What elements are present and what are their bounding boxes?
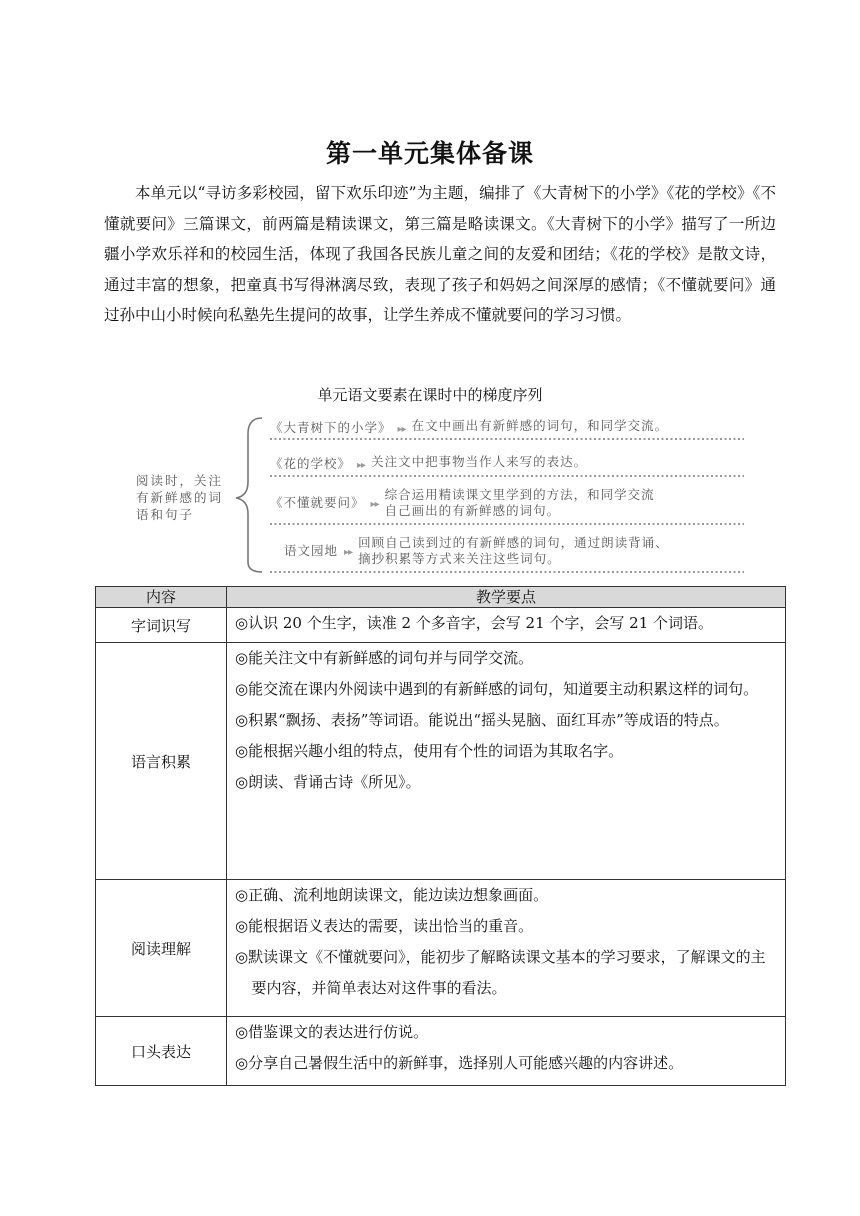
teaching-point: ◎能交流在课内外阅读中遇到的有新鲜感的词句，知道要主动积累这样的词句。 [235,680,759,698]
gradient-sequence-diagram [130,412,770,580]
intro-paragraph: 本单元以“寻访多彩校园，留下欢乐印迹”为主题，编排了《大青树下的小学》《花的学校》《不懂就要问》三篇课文，前两篇是精读课文，第三篇是略读课文。《大青树下的小学》描写了一所边疆小学欢乐祥和的校园生活，体现了我国各民族儿童之间的友爱和团结；《花的学校》是散文诗，通过丰富的想象，把童真书写得淋漓尽致，表现了孩子和妈妈之间深厚的感情；《不懂就要问》通过孙中山小时候向私塾先生提问的故事，让学生养成不懂就要问的学习习惯。 [104,184,776,325]
points-cell [227,643,786,880]
teaching-point: ◎能根据兴趣小组的特点，使用有个性的词语为其取名字。 [235,742,624,760]
diagram-item [270,487,655,519]
item-desc: 回顾自己读到过的有新鲜感的词句，通过朗读背诵、 [358,535,669,550]
teaching-point: ◎朗读、背诵古诗《所见》。 [235,773,421,791]
column-header: 内容 [96,587,227,608]
diagram-root-label: 阅读时，关注 有新鲜感的词 语和句子 [136,473,224,522]
item-desc: 综合运用精读课文里学到的方法，和同学交流 [384,487,655,502]
item-desc: 自己画出的有新鲜感的词句。 [384,503,561,518]
item-desc: 关注文中把事物当作人来写的表达。 [371,454,588,469]
table-header-row [96,587,786,608]
item-book: 《大青树下的小学》 [270,420,392,435]
double-arrow-icon: ▸▸ [370,499,379,510]
item-book: 《不懂就要问》 [270,495,365,510]
teaching-point: ◎借鉴课文的表达进行仿说。 [235,1023,429,1041]
double-arrow-icon: ▸▸ [344,547,353,558]
diagram-title: 单元语文要素在课时中的梯度序列 [317,386,543,404]
item-book: 语文园地 [284,543,339,558]
item-desc: 在文中画出有新鲜感的词句，和同学交流。 [411,418,669,433]
category-cell: 阅读理解 [96,880,227,1017]
category-cell: 口头表达 [96,1017,227,1086]
double-arrow-icon: ▸▸ [357,460,366,471]
teaching-point: ◎默读课文《不懂就要问》，能初步了解略读课文基本的学习要求，了解课文的主要内容，并简单表达对这件事的看法。 [235,948,766,997]
page-title: 第一单元集体备课 [325,139,534,168]
points-cell [227,608,786,643]
teaching-point: ◎积累“飘扬、表扬”等词语。能说出“摇头晃脑、面红耳赤”等成语的特点。 [235,711,729,729]
diagram-item [270,418,668,436]
category-cell: 字词识写 [96,608,227,643]
item-desc: 摘抄积累等方式来关注这些词句。 [358,551,561,566]
diagram-item [270,535,669,567]
table-row [96,643,786,880]
table-row [96,608,786,643]
teaching-point: ◎能根据语义表达的需要，读出恰当的重音。 [235,917,534,935]
teaching-point: ◎分享自己暑假生活中的新鲜事，选择别人可能感兴趣的内容讲述。 [235,1054,684,1072]
teaching-point: ◎认识 20 个生字，读准 2 个多音字，会写 21 个字，会写 21 个词语。 [235,614,714,632]
teaching-points-table [95,586,786,1086]
teaching-point: ◎能关注文中有新鲜感的词句并与同学交流。 [235,649,534,667]
points-cell [227,1017,786,1086]
diagram-item [270,454,587,472]
category-cell: 语言积累 [96,643,227,880]
item-book: 《花的学校》 [270,456,352,471]
teaching-point: ◎正确、流利地朗读课文，能边读边想象画面。 [235,886,549,904]
points-cell [227,880,786,1017]
table-row [96,880,786,1017]
double-arrow-icon: ▸▸ [397,424,406,435]
table-row [96,1017,786,1086]
column-header: 教学要点 [227,587,786,608]
